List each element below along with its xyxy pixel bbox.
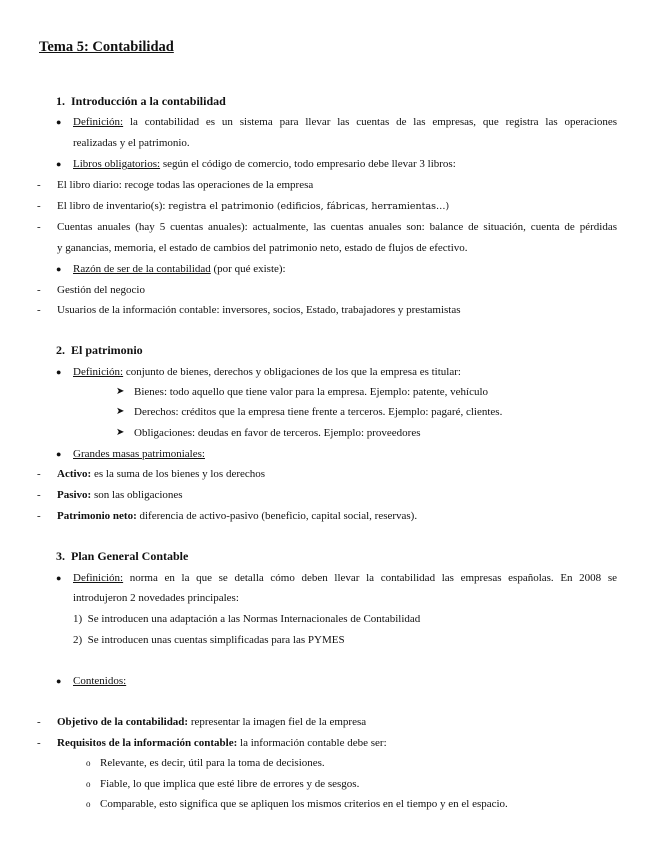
s1-libros-label: Libros obligatorios: xyxy=(73,158,161,170)
s3-requisitos-text: la información contable debe ser: xyxy=(237,737,387,749)
s1-dash-2-label: El libro de inventario(s): xyxy=(57,200,169,212)
s1-libros-text: según el código de comercio, todo empresario debe llevar 3 libros: xyxy=(160,158,456,170)
s2-patrimonio-neto xyxy=(57,509,417,523)
s2-definition-text: conjunto de bienes, derechos y obligaciones de los que la empresa es titular: xyxy=(123,366,461,378)
s3-circle-item-2: Fiable, lo que implica que esté libre de errores y de sesgos. xyxy=(100,778,360,790)
dash-icon: - xyxy=(37,200,41,212)
s2-definition xyxy=(73,365,461,379)
s1-dash-3-line2: y ganancias, memoria, el estado de cambios del patrimonio neto, estado de flujos de efectivo. xyxy=(57,242,468,254)
arrow-bullet-icon: ➤ xyxy=(116,427,125,438)
s1-definition-line1 xyxy=(73,115,617,129)
dash-icon: - xyxy=(37,179,41,191)
s1-definition-label: Definición: xyxy=(73,116,124,128)
circle-bullet-icon: o xyxy=(86,779,91,789)
s2-activo-label: Activo: xyxy=(57,468,92,480)
page-title: Tema 5: Contabilidad xyxy=(39,39,174,55)
s2-pn-text: diferencia de activo-pasivo (beneficio, capital social, reservas). xyxy=(136,510,418,522)
section-2-heading: 2. El patrimonio xyxy=(56,343,143,357)
s1-dash-3-line1: Cuentas anuales (hay 5 cuentas anuales): actualmente, las cuentas anuales son: balance de situación, cuenta de pérdidas xyxy=(57,221,617,233)
bullet-icon: ● xyxy=(56,449,62,459)
s3-definition-line1 xyxy=(73,571,617,585)
arrow-bullet-icon: ➤ xyxy=(116,406,125,417)
s3-definition-text: norma en la que se detalla cómo deben llevar la contabilidad las empresas españolas. En 2008 se xyxy=(123,572,617,584)
arrow-bullet-icon: ➤ xyxy=(116,386,125,397)
s2-pasivo-label: Pasivo: xyxy=(57,489,92,501)
s2-activo xyxy=(57,467,265,481)
s2-arrow-item-3: Obligaciones: deudas en favor de terceros. Ejemplo: proveedores xyxy=(134,427,421,439)
s1-razon-label: Razón de ser de la contabilidad xyxy=(73,263,211,275)
s1-definition-text: la contabilidad es un sistema para llevar las cuentas de las empresas, que registra las operaciones xyxy=(123,116,617,128)
s2-arrow-item-1: Bienes: todo aquello que tiene valor para la empresa. Ejemplo: patente, vehículo xyxy=(134,386,489,398)
s1-definition-line2: realizadas y el patrimonio. xyxy=(73,137,190,149)
dash-icon: - xyxy=(37,221,41,233)
bullet-icon: ● xyxy=(56,117,62,127)
s2-pasivo xyxy=(57,488,183,502)
dash-icon: - xyxy=(37,716,41,728)
s3-objetivo-text: representar la imagen fiel de la empresa xyxy=(188,716,367,728)
circle-bullet-icon: o xyxy=(86,758,91,768)
s1-dash-4: Gestión del negocio xyxy=(57,284,145,296)
s2-arrow-item-2: Derechos: créditos que la empresa tiene frente a terceros. Ejemplo: pagaré, clientes. xyxy=(134,406,503,418)
dash-icon: - xyxy=(37,304,41,316)
s3-requisitos-label: Requisitos de la información contable: xyxy=(57,737,238,749)
s3-contenidos-label: Contenidos: xyxy=(73,675,127,687)
s2-definition-label: Definición: xyxy=(73,366,124,378)
s3-circle-item-1: Relevante, es decir, útil para la toma de decisiones. xyxy=(100,757,325,769)
s3-numbered-item-2: 2) Se introducen unas cuentas simplificadas para las PYMES xyxy=(73,634,345,646)
s3-definition-line2: introdujeron 2 novedades principales: xyxy=(73,592,239,604)
dash-icon: - xyxy=(37,510,41,522)
s3-circle-item-3: Comparable, esto significa que se apliquen los mismos criterios en el tiempo y en el espacio. xyxy=(100,798,508,810)
circle-bullet-icon: o xyxy=(86,799,91,809)
s3-objetivo-label: Objetivo de la contabilidad: xyxy=(57,716,189,728)
s3-definition-label: Definición: xyxy=(73,572,124,584)
dash-icon: - xyxy=(37,489,41,501)
s1-libros-item xyxy=(73,157,456,171)
s1-razon-text: (por qué existe): xyxy=(210,263,286,275)
bullet-icon: ● xyxy=(56,159,62,169)
s3-numbered-item-1: 1) Se introducen una adaptación a las Normas Internacionales de Contabilidad xyxy=(73,613,421,625)
s2-pasivo-text: son las obligaciones xyxy=(91,489,183,501)
s1-dash-5: Usuarios de la información contable: inversores, socios, Estado, trabajadores y prestamistas xyxy=(57,304,461,316)
bullet-icon: ● xyxy=(56,367,62,377)
section-1-heading: 1. Introducción a la contabilidad xyxy=(56,94,226,108)
s1-dash-2-text: registra el patrimonio (edificios, fábricas, herramientas…) xyxy=(168,201,450,212)
bullet-icon: ● xyxy=(56,264,62,274)
dash-icon: - xyxy=(37,284,41,296)
section-3-heading: 3. Plan General Contable xyxy=(56,549,189,563)
s3-requisitos xyxy=(57,736,387,750)
s2-masas-label: Grandes masas patrimoniales: xyxy=(73,448,205,460)
s2-pn-label: Patrimonio neto: xyxy=(57,510,137,522)
dash-icon: - xyxy=(37,468,41,480)
s1-razon-item xyxy=(73,262,286,276)
s1-dash-2 xyxy=(57,199,449,214)
bullet-icon: ● xyxy=(56,573,62,583)
s1-dash-1: El libro diario: recoge todas las operaciones de la empresa xyxy=(57,179,314,191)
bullet-icon: ● xyxy=(56,676,62,686)
s3-objetivo xyxy=(57,715,366,729)
dash-icon: - xyxy=(37,737,41,749)
s2-activo-text: es la suma de los bienes y los derechos xyxy=(91,468,266,480)
